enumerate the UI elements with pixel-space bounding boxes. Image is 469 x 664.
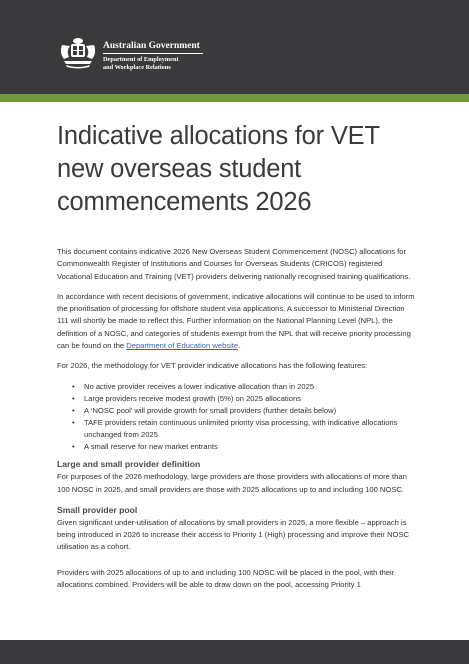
government-name: Australian Government xyxy=(103,41,200,51)
list-item xyxy=(57,405,417,417)
context-end: . xyxy=(238,341,241,351)
department-name-line-2: and Workplace Relations xyxy=(103,64,171,71)
bullet-icon: • xyxy=(72,405,75,415)
department-of-education-link[interactable]: Department of Education website xyxy=(126,341,239,351)
small-provider-pool-paragraph: Given significant under-utilisation of allocations by small providers in 2025, a more flexible – approach is being introduced in 2026 to increase their access to Priority 1 (High) processing and improve their NOSC utilisation as a cohort. xyxy=(57,517,410,552)
footer-bar xyxy=(0,640,469,664)
section-heading-provider-definition: Large and small provider definition xyxy=(57,459,201,470)
methodology-intro-paragraph: For 2026, the methodology for VET provider indicative allocations has the following features: xyxy=(57,361,368,371)
list-item xyxy=(57,393,417,405)
department-name xyxy=(103,56,179,72)
intro-paragraph: This document contains indicative 2026 New Overseas Student Commencement (NOSC) allocations for Commonwealth Register of Institutions and Courses for Overseas Students (CRICOS) registered Vocational Education and Training (VET) providers delivering nationally recognised training qualifications. xyxy=(57,247,411,281)
context-text: In accordance with recent decisions of government, indicative allocations will continue to be used to inform the prioritisation of processing for offshore student visa applications. A successor to Ministerial Direction 111 will shortly be made to reflect this. Further information on the National Planning Level (NPL), the definition of a NOSC, and categories of students exempt from the NPL that will receive priority processing can be found on the xyxy=(57,291,415,351)
pool-details-paragraph: Providers with 2025 allocations of up to and including 100 NOSC will be placed in the pool, with their allocations combined. Providers will be able to draw down on the pool, accessing Priority 1 xyxy=(57,567,395,590)
features-list xyxy=(57,381,417,453)
list-item-text: TAFE providers retain continuous unlimited priority visa processing, with indicative allocations unchanged from 2025 xyxy=(84,417,398,439)
list-item-text: A small reserve for new market entrants xyxy=(84,441,218,451)
context-paragraph xyxy=(57,291,417,352)
page-title: Indicative allocations for VET new overseas student commencements 2026 xyxy=(57,122,380,216)
header-bar xyxy=(0,0,469,94)
list-item-text: No active provider receives a lower indicative allocation than in 2025 xyxy=(84,381,315,391)
bullet-icon: • xyxy=(72,441,75,451)
list-item-text: Large providers receive modest growth (5%) on 2025 allocations xyxy=(84,393,301,403)
document-body xyxy=(57,120,417,591)
list-item xyxy=(57,417,417,440)
list-item xyxy=(57,381,417,393)
department-name-line-1: Department of Employment xyxy=(103,56,179,63)
bullet-icon: • xyxy=(72,381,75,391)
coat-of-arms-icon xyxy=(58,35,98,71)
header-divider xyxy=(103,53,203,54)
list-item-text: A ‘NOSC pool’ will provide growth for small providers (further details below) xyxy=(84,405,337,415)
bullet-icon: • xyxy=(72,393,75,403)
section-heading-small-provider-pool: Small provider pool xyxy=(57,504,138,515)
provider-definition-paragraph: For purposes of the 2026 methodology, large providers are those providers with allocations of more than 100 NOSC in 2025, and small providers are those with 2025 allocations up to and including 100 NOSC. xyxy=(57,472,407,494)
header-accent-stripe xyxy=(0,94,469,102)
bullet-icon: • xyxy=(72,417,75,427)
list-item xyxy=(57,441,417,453)
